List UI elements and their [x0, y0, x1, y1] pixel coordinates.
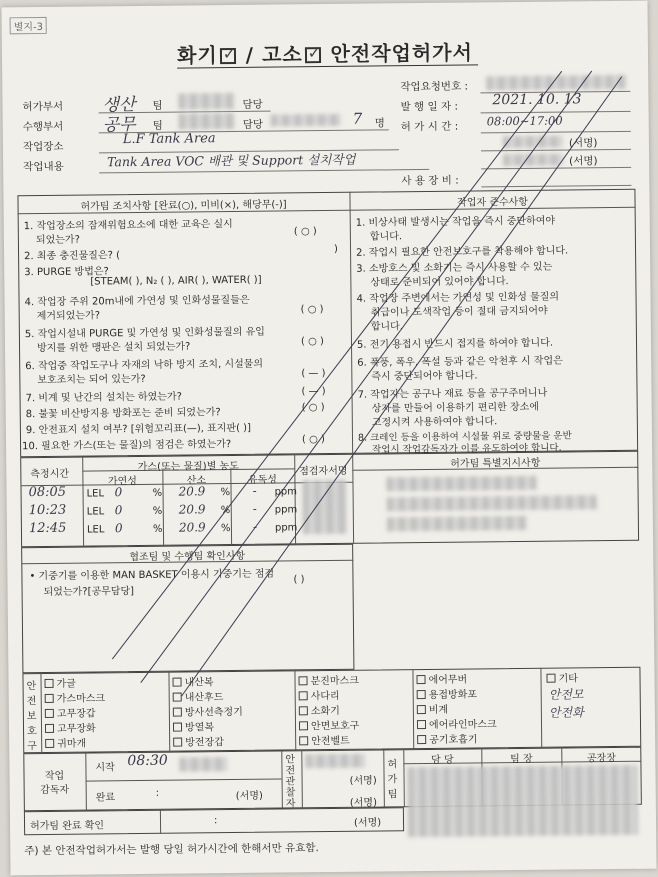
ppe-checkbox[interactable] — [417, 720, 426, 729]
redacted-inspector — [302, 480, 347, 534]
redacted-name — [179, 113, 235, 130]
ppe-checkbox[interactable] — [173, 738, 182, 747]
done-label: 완료 — [95, 792, 116, 804]
supervisor-label-2: 감독자 — [40, 784, 70, 797]
gas-col-toxic: 유독성 — [247, 474, 277, 486]
ppe-item-label: 방전장갑 — [185, 737, 224, 749]
ppe-side-char: 안 — [26, 681, 37, 693]
check-item-6: 6. 작업중 작업도구나 자재의 낙하 방지 조치, 시설물의 — [25, 358, 264, 373]
ppe-checkbox[interactable] — [416, 675, 425, 684]
ppe-checkbox[interactable] — [299, 736, 308, 745]
ppe-checkbox[interactable] — [298, 676, 307, 685]
gas-row-1-o2: 20.9 — [178, 484, 206, 499]
col-plant-manager: 공장장 — [586, 753, 616, 765]
supervisor-label-1: 작업 — [44, 770, 65, 782]
finish-confirm-label: 허가팀 완료 확인 — [29, 820, 105, 833]
gas-col-flammable: 가연성 — [107, 476, 137, 488]
ppe-checkbox[interactable] — [45, 679, 54, 688]
gas-row-2-pct: % — [152, 505, 163, 517]
gas-row-2-time: 10:23 — [28, 502, 67, 519]
exec-team-label: 팀 — [152, 119, 163, 132]
ppe-item — [417, 701, 448, 716]
rule-line-1: 1. 비상사태 발생시는 작업을 즉시 중단하여야 — [355, 215, 556, 229]
gas-row-2-pct2: % — [220, 505, 231, 517]
rule-line-16: 작업시 작업감독자가 이를 유도하여야 합니다. — [372, 442, 562, 456]
rule-line-4: 3. 소방호스 및 소화기는 즉시 사용할 수 있는 — [356, 261, 553, 275]
exec-value: 공무 — [102, 115, 136, 136]
ppe-checkbox[interactable] — [45, 709, 54, 718]
ppe-item-label: 공기호흡기 — [429, 734, 478, 746]
place-value: L.F Tank Area — [122, 131, 216, 148]
ppe-checkbox[interactable] — [45, 739, 54, 748]
ppe-item-label: 안전벨트 — [311, 735, 350, 748]
ppe-item — [416, 671, 467, 687]
equip-label: 사 용 장 비 : — [401, 174, 459, 188]
ppe-item-label: 방열복 — [184, 722, 215, 734]
vertical-label-char: 찰 — [285, 787, 296, 799]
vertical-label-char: 관 — [285, 776, 296, 788]
gas-row-3-time: 12:45 — [28, 520, 67, 537]
title-separator: / — [245, 42, 255, 67]
ppe-item-label: 내산복 — [184, 677, 214, 689]
check-item-6-line2: 보호조치는 되어 있는가? — [37, 373, 146, 387]
ppe-item — [417, 685, 477, 701]
content-value: Tank Area VOC 배관 및 Support 설치작업 — [107, 151, 356, 170]
ppe-item-label: 가글 — [56, 678, 76, 690]
vertical-label-char: 가 — [387, 774, 398, 786]
form-tag: 별지-3 — [10, 17, 47, 34]
gas-row-1-pct: % — [152, 487, 163, 499]
done-sign: (서명) — [235, 790, 263, 802]
check-item-3: 3. PURGE 방법은? — [24, 266, 109, 279]
coop-heading: 협조팀 및 수행팀 확인사항 — [129, 550, 246, 564]
finish-colon: : — [213, 815, 218, 827]
ppe-item-label: 가스마스크 — [56, 693, 106, 705]
sign-2: (서명) — [569, 155, 598, 168]
gas-row-3-pct: % — [152, 523, 163, 535]
ppe-checkbox[interactable] — [299, 721, 308, 730]
redacted-instruction — [387, 516, 527, 531]
redacted-contact — [271, 114, 341, 127]
gas-row-1-lel: LEL — [86, 488, 105, 500]
ppe-item — [299, 732, 350, 748]
check-item-10: 10. 필요한 가스(또는 물질)의 점검은 하였는가? — [22, 439, 232, 453]
ppe-item — [172, 673, 213, 688]
ppe-other-1: 안전모 — [548, 687, 584, 702]
gas-row-3-lel: LEL — [86, 524, 105, 536]
redacted-signer — [503, 154, 563, 167]
finish-sign: (서명) — [353, 817, 382, 829]
rule-line-7: 취급이나 도색작업 등이 절대 금지되어야 — [370, 305, 548, 319]
ppe-item — [417, 715, 497, 731]
start-value: 08:30 — [127, 752, 168, 770]
content-label: 작업내용 — [23, 160, 64, 174]
gas-row-2-lel: LEL — [86, 506, 105, 518]
gas-time-header: 측정시간 — [30, 468, 70, 481]
check-item-7-mark: ( — ) — [301, 386, 326, 398]
left-section-heading: 허가팀 조치사항 [완료(○), 미비(×), 해당무(-)] — [80, 199, 287, 213]
ppe-item — [45, 735, 86, 750]
gas-col-oxygen: 산소 — [186, 475, 207, 487]
check-item-8-mark: ( ○ ) — [301, 402, 325, 414]
permit-time-label: 허 가 시 간 : — [400, 120, 459, 134]
start-label: 시작 — [95, 762, 115, 774]
gas-row-2-lel-value: 0 — [114, 503, 123, 518]
ppe-item-label: 에어무버 — [428, 674, 468, 686]
other-checkbox[interactable] — [546, 674, 555, 683]
check-item-1: 1. 작업장소의 잠재위험요소에 대한 교육은 실시 — [23, 218, 233, 233]
check-item-4-line2: 제거되었는가? — [36, 310, 101, 323]
title-hot-work: 화기 — [176, 43, 218, 68]
title-height-work: 고소 — [261, 42, 303, 67]
ppe-item-label: 고무장갑 — [56, 708, 96, 720]
vertical-label-char: 팀 — [387, 789, 398, 801]
rule-line-13: 상자를 만들어 이용하기 편리한 장소에 — [371, 401, 540, 415]
check-item-5-mark: ( ○ ) — [300, 336, 324, 348]
gas-row-1-ppm: ppm — [274, 486, 298, 498]
gas-row-3-pct2: % — [220, 523, 231, 535]
ppe-item — [44, 675, 75, 690]
permit-time-value: 08:00~17:00 — [486, 113, 563, 129]
check-item-1-line2: 되었는가? — [35, 234, 80, 247]
ppe-item-label: 방사선측정기 — [184, 706, 243, 719]
rule-line-12: 7. 작업자는 공구나 재료 등을 공구주머니나 — [357, 387, 548, 401]
check-item-4-mark: ( ○ ) — [300, 304, 324, 316]
gas-row-1-time: 08:05 — [28, 484, 67, 501]
check-item-9: 9. 안전표지 설치 여부? [위험꼬리표(—), 표지판( )] — [25, 422, 252, 437]
vertical-label-char: 허 — [387, 759, 398, 771]
rule-line-15: 8. 크레인 등을 이용하여 시설물 위로 중량물을 운반 — [357, 430, 572, 444]
observer-sign-1: (서명) — [349, 775, 377, 787]
redacted-instruction — [387, 495, 597, 511]
check-item-5-line2: 방지를 위한 맹판은 설치 되었는가? — [36, 341, 191, 355]
ppe-item-label: 고무장화 — [56, 723, 96, 735]
vertical-label-char: 전 — [285, 765, 296, 777]
vertical-label-char: 자 — [285, 798, 296, 810]
check-item-7: 7. 비계 및 난간의 설치는 하였는가? — [25, 391, 182, 405]
gas-row-2-o2: 20.9 — [178, 502, 206, 517]
issue-date-value: 2021. 10. 13 — [492, 91, 582, 109]
check-item-10-mark: ( ○ ) — [301, 434, 325, 446]
check-item-6-mark: ( — ) — [301, 368, 326, 380]
gas-row-3-ppm: ppm — [274, 522, 298, 534]
exec-label: 수행부서 — [22, 120, 64, 134]
rule-line-3: 2. 작업시 필요한 안전보호구를 착용해야 합니다. — [356, 245, 569, 259]
ppe-checkbox[interactable] — [173, 678, 182, 687]
check-item-2: 2. 최종 충진물질은? ( — [24, 250, 121, 263]
rule-line-5: 상태로 준비되어 있어야 합니다. — [370, 276, 509, 289]
ppe-checkbox[interactable] — [173, 723, 182, 732]
gas-row-1-lel-value: 0 — [114, 485, 123, 500]
col-team-lead: 팀 장 — [510, 753, 533, 766]
sign-1: (서명) — [568, 137, 598, 150]
ppe-checkbox[interactable] — [173, 693, 182, 702]
dept-owner-label: 담당 — [242, 98, 263, 111]
ppe-item-label: 에어라인마스크 — [428, 719, 497, 731]
gas-row-3-lel-value: 0 — [114, 521, 123, 536]
gas-row-3-tox: - — [252, 519, 258, 534]
ppe-item — [299, 717, 359, 733]
special-heading: 허가팀 특별지시사항 — [450, 457, 541, 470]
observer-sign-2: (서명) — [349, 797, 378, 809]
redacted-instruction — [386, 476, 536, 492]
coop-mark: ( ) — [293, 574, 305, 586]
ppe-item — [299, 687, 340, 702]
ppe-item — [417, 730, 477, 746]
rule-line-14: 고정시켜 사용하여야 합니다. — [371, 416, 498, 429]
ppe-side-char: 보 — [26, 711, 37, 723]
dept-team-label: 팀 — [152, 99, 163, 112]
ppe-item-label: 사다리 — [310, 690, 340, 703]
ppe-item-label: 내산후드 — [184, 692, 224, 704]
ppe-other-item — [546, 669, 577, 684]
coop-line-2: 되었는가?[공무담당] — [43, 586, 135, 598]
ppe-item — [173, 703, 243, 719]
check-item-3-options: [STEAM( ), N₂ ( ), AIR( ), WATER( )] — [90, 274, 262, 288]
rule-line-2: 합니다. — [369, 231, 403, 243]
coop-line-1: • 기중기를 이용한 MAN BASKET 이용시 기중기는 점검 — [29, 568, 275, 583]
rule-line-9: 5. 전기 용접시 반드시 접지를 하여야 합니다. — [356, 337, 554, 351]
ppe-item-label: 용접방화포 — [428, 689, 478, 701]
ppe-checkbox[interactable] — [45, 694, 54, 703]
vertical-label-char: 안 — [285, 754, 296, 766]
people-count: 7 — [352, 109, 363, 128]
ppe-item-label: 소화기 — [310, 705, 340, 718]
done-colon: : — [155, 787, 160, 799]
ppe-other-label: 기타 — [558, 673, 578, 685]
ppe-item — [173, 733, 224, 749]
ppe-checkbox[interactable] — [417, 705, 426, 714]
ppe-item — [45, 719, 96, 735]
dept-value: 생산 — [102, 95, 136, 116]
dept-label: 허가부서 — [22, 100, 64, 114]
rule-line-6: 4. 작업장 주변에서는 가연성 및 인화성 물질의 — [356, 291, 560, 305]
ppe-item-label: 안면보호구 — [310, 720, 360, 733]
col-owner: 담 당 — [431, 754, 454, 766]
redacted-approvals — [407, 765, 638, 837]
check-item-1-mark: ( ○ ) — [293, 226, 317, 238]
permit-sheet — [1, 1, 656, 876]
rule-line-8: 합니다. — [370, 321, 404, 333]
rule-line-10: 6. 폭풍, 폭우, 폭설 등과 같은 악천후 시 작업은 — [357, 355, 563, 369]
ppe-other-2: 안전화 — [548, 705, 584, 720]
gas-row-3-o2: 20.9 — [178, 520, 206, 535]
place-label: 작업장소 — [22, 140, 64, 154]
sign1-underline — [481, 149, 631, 152]
ppe-checkbox[interactable] — [417, 735, 426, 744]
gas-row-1-pct2: % — [220, 487, 231, 499]
ppe-item — [173, 718, 214, 733]
ppe-item-label: 분진마스크 — [310, 675, 359, 688]
ppe-checkbox[interactable] — [299, 691, 308, 700]
gas-header: 가스(또는 물질)별 농도 — [137, 460, 239, 474]
issue-date-label: 발 행 일 자 : — [400, 100, 459, 114]
gas-col-inspector: 점검자서명 — [299, 465, 348, 478]
check-item-8: 8. 불꽃 비산방지용 방화포는 준비 되었는가? — [25, 407, 221, 421]
ppe-item-label: 귀마개 — [57, 738, 87, 750]
redacted-supervisor — [179, 757, 227, 772]
right-section-heading: 작업자 준수사항 — [457, 196, 529, 209]
ppe-item — [299, 702, 340, 717]
check-item-2-mark: ) — [333, 243, 338, 255]
gas-row-2-ppm: ppm — [274, 504, 298, 516]
ppe-item — [45, 689, 105, 705]
validity-note: 주) 본 안전작업허가서는 발행 당일 허가시간에 한해서만 유효함. — [24, 842, 319, 858]
header-block — [1, 1, 649, 198]
ppe-checkbox[interactable] — [45, 724, 54, 733]
ppe-item — [45, 704, 96, 720]
ppe-checkbox[interactable] — [173, 708, 182, 717]
check-item-4: 4. 작업장 주위 20m내에 가연성 및 인화성물질들은 — [24, 294, 250, 309]
request-no-label: 작업요청번호 : — [400, 80, 469, 94]
ppe-side-char: 호 — [27, 726, 37, 738]
permit-time-underline — [481, 131, 631, 134]
rule-line-11: 즉시 중단되어야 합니다. — [371, 370, 478, 383]
check-item-5: 5. 작업시설내 PURGE 및 가연성 및 인화성물질의 유입 — [24, 326, 265, 341]
ppe-item-label: 비계 — [428, 704, 449, 716]
exec-owner-label: 담당 — [242, 118, 264, 131]
redacted-signer — [503, 136, 563, 149]
title-permit: 안전작업허가서 — [330, 40, 473, 66]
ppe-side-char: 구 — [27, 741, 37, 753]
redacted-name — [178, 93, 234, 110]
ppe-item — [298, 672, 358, 688]
gas-row-2-tox: - — [252, 501, 257, 516]
redacted-observer — [305, 754, 365, 769]
ppe-checkbox[interactable] — [299, 706, 308, 715]
people-unit: 명 — [374, 117, 385, 130]
gas-row-1-tox: - — [252, 483, 257, 498]
ppe-side-char: 전 — [26, 696, 37, 708]
ppe-checkbox[interactable] — [417, 690, 426, 699]
